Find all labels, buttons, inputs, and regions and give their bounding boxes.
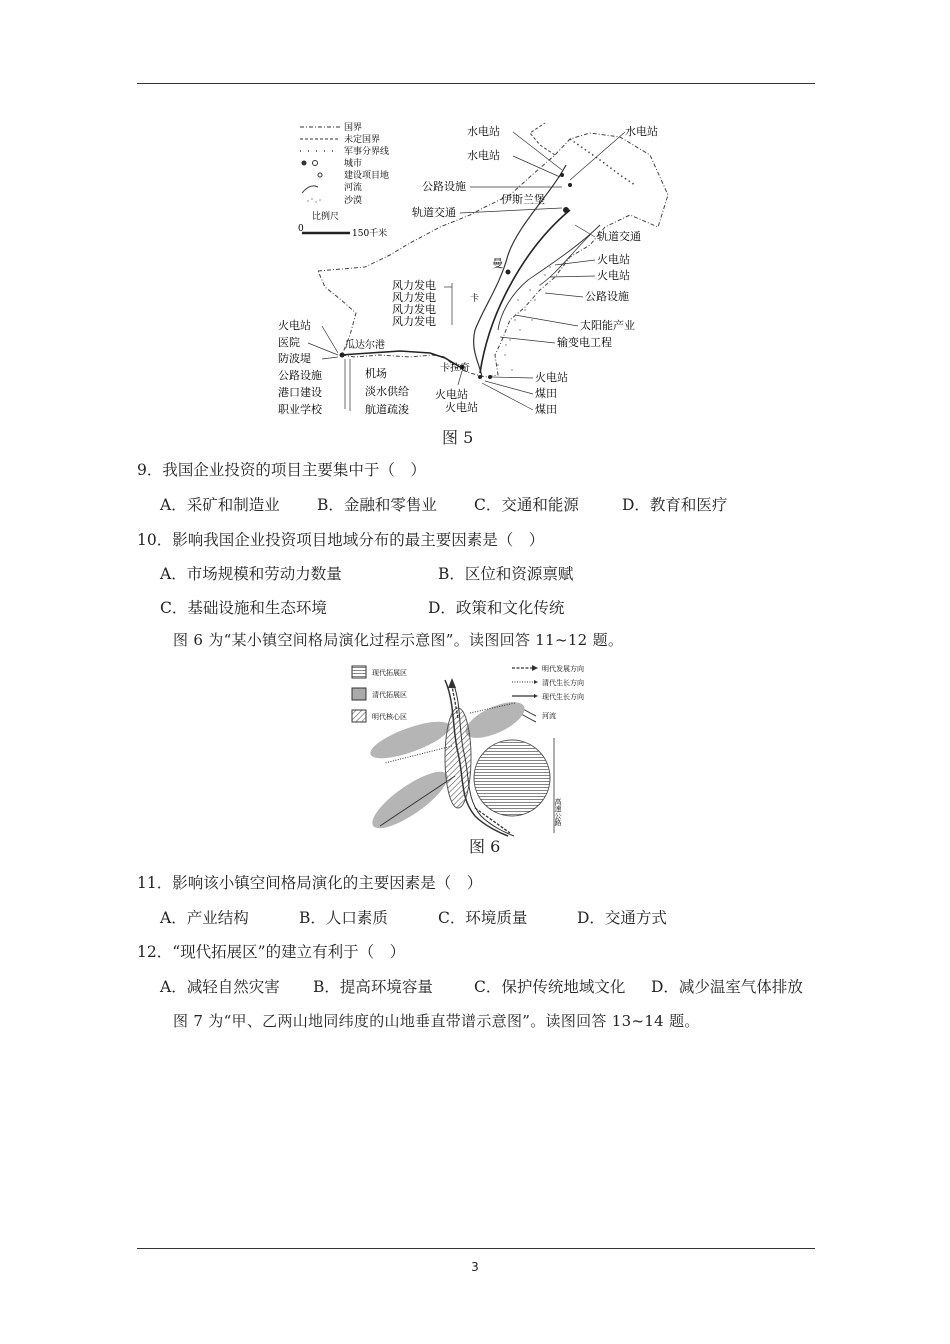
question-12-option-c: C．保护传统地域文化 [474, 978, 626, 996]
svg-text:太阳能产业: 太阳能产业 [580, 319, 635, 332]
question-10-option-a: A．市场规模和劳动力数量 [160, 565, 342, 583]
question-12-option-d: D．减少温室气体排放 [651, 978, 803, 996]
figure-5-caption: 图 5 [442, 428, 474, 447]
ming-core-zone [445, 708, 471, 808]
svg-text:曼: 曼 [492, 257, 503, 270]
svg-text:火电站: 火电站 [435, 388, 468, 401]
svg-text:公路设施: 公路设施 [422, 180, 466, 193]
legend-desert: 沙漠 [344, 196, 363, 206]
svg-text:火电站: 火电站 [278, 319, 311, 332]
question-11-option-c: C．环境质量 [438, 909, 528, 927]
question-9-stem: 9．我国企业投资的项目主要集中于（ ） [137, 461, 426, 479]
city-islamabad: 伊斯兰堡 [501, 193, 545, 206]
svg-text:航道疏浚: 航道疏浚 [365, 403, 409, 416]
legend-qing: 清代拓展区 [372, 691, 407, 699]
svg-text:公路设施: 公路设施 [585, 290, 629, 303]
svg-text:轨道交通: 轨道交通 [597, 230, 641, 243]
svg-text:港口建设: 港口建设 [278, 386, 322, 399]
question-12-option-a: A．减轻自然灾害 [160, 978, 280, 996]
svg-text:防波堤: 防波堤 [278, 352, 311, 365]
legend-modern-dir: 现代生长方向 [542, 693, 584, 701]
map-labels [278, 124, 658, 416]
svg-text:医院: 医院 [278, 336, 300, 349]
legend-military: 军事分界线 [344, 147, 390, 157]
svg-text:风力发电: 风力发电 [392, 315, 436, 328]
header-rule [137, 83, 815, 84]
svg-text:水电站: 水电站 [467, 125, 500, 138]
svg-text:淡水供给: 淡水供给 [365, 385, 409, 398]
question-11-option-a: A．产业结构 [160, 909, 249, 927]
svg-text:机场: 机场 [365, 367, 387, 380]
legend-ming: 明代核心区 [372, 713, 407, 721]
legend-undetermined: 未定国界 [344, 135, 381, 145]
map-legend [298, 122, 389, 239]
desert-area [497, 266, 551, 371]
legend-modern: 现代拓展区 [372, 669, 407, 677]
highway-label: 高速公路 [554, 798, 562, 826]
city-karachi: 卡拉奇 [440, 363, 470, 374]
svg-text:水电站: 水电站 [625, 125, 658, 138]
legend-city: 城市 [344, 159, 363, 169]
question-9-option-b: B．金融和零售业 [317, 496, 437, 514]
figure-6-caption: 图 6 [469, 837, 501, 856]
question-11-option-b: B．人口素质 [299, 909, 388, 927]
legend-border: 国界 [344, 123, 363, 133]
question-10-stem: 10．影响我国企业投资项目地域分布的最主要因素是（ ） [137, 531, 545, 549]
figure-6-intro: 图 6 为“某小镇空间格局演化过程示意图”。读图回答 11~12 题。 [173, 631, 624, 649]
svg-text:卡: 卡 [470, 294, 480, 304]
svg-text:0: 0 [298, 224, 304, 234]
legend-qing-dir: 清代生长方向 [542, 679, 584, 687]
legend-river: 河流 [542, 712, 556, 720]
svg-text:职业学校: 职业学校 [278, 403, 322, 416]
city-gwadar: 瓜达尔港 [345, 340, 385, 351]
svg-text:风力发电: 风力发电 [392, 291, 436, 304]
question-9-option-d: D．教育和医疗 [622, 496, 728, 514]
svg-text:火电站: 火电站 [535, 371, 568, 384]
modern-expansion-zone [474, 740, 550, 816]
svg-text:水电站: 水电站 [467, 149, 500, 162]
question-10-option-d: D．政策和文化传统 [428, 599, 565, 617]
legend-scale: 比例尺 [312, 212, 340, 222]
svg-text:轨道交通: 轨道交通 [412, 206, 456, 219]
question-11-stem: 11．影响该小镇空间格局演化的主要因素是（ ） [137, 874, 483, 892]
figure-7-intro: 图 7 为“甲、乙两山地同纬度的山地垂直带谱示意图”。读图回答 13~14 题。 [173, 1012, 700, 1030]
page-number: 3 [471, 1260, 479, 1274]
svg-text:煤田: 煤田 [535, 387, 557, 400]
legend-ming-dir: 明代发展方向 [542, 665, 584, 673]
legend-river: 河流 [344, 183, 363, 193]
svg-text:煤田: 煤田 [535, 403, 557, 416]
figure-5-map [270, 115, 690, 425]
question-10-option-c: C．基础设施和生态环境 [160, 599, 327, 617]
svg-text:输变电工程: 输变电工程 [557, 336, 612, 349]
question-9-option-a: A．采矿和制造业 [160, 496, 280, 514]
legend-project: 建设项目地 [344, 171, 390, 181]
question-10-option-b: B．区位和资源禀赋 [438, 565, 574, 583]
question-11-option-d: D．交通方式 [577, 909, 667, 927]
svg-text:火电站: 火电站 [597, 269, 630, 282]
figure-6-diagram [340, 658, 600, 838]
question-9-option-c: C．交通和能源 [474, 496, 579, 514]
svg-text:火电站: 火电站 [445, 401, 478, 414]
scale-value: 150千米 [352, 229, 388, 239]
question-12-option-b: B．提高环境容量 [313, 978, 433, 996]
svg-text:风力发电: 风力发电 [392, 279, 436, 292]
footer-rule [137, 1248, 815, 1249]
question-12-stem: 12．“现代拓展区”的建立有利于（ ） [137, 943, 406, 961]
svg-text:公路设施: 公路设施 [278, 369, 322, 382]
svg-text:火电站: 火电站 [597, 253, 630, 266]
svg-text:风力发电: 风力发电 [392, 303, 436, 316]
